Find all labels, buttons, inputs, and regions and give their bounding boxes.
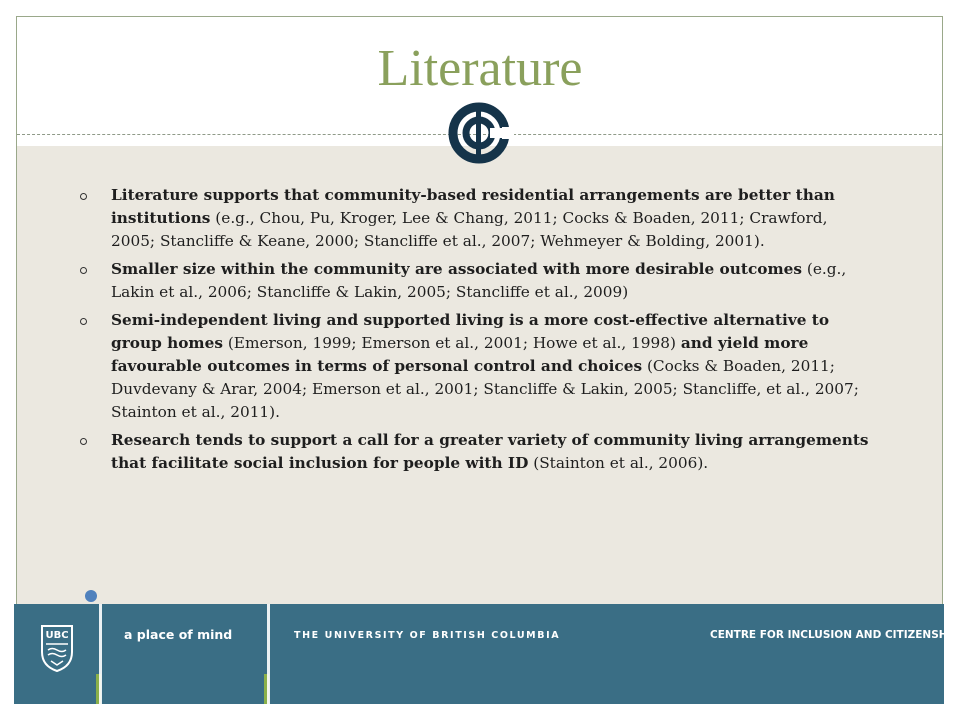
- footer-tagline: a place of mind: [124, 627, 233, 642]
- slide-title: Literature: [377, 40, 583, 97]
- bullet-marker-icon: [80, 267, 87, 274]
- bullet-citation-text: (e.g., Chou, Pu, Kroger, Lee & Chang, 2011; Cocks & Boaden, 2011; Crawford, 2005; Stancliffe & Keane, 2000; Stancliffe et al., 2007; Wehmeyer & Bolding, 2001).: [111, 209, 828, 250]
- bullet-marker-icon: [80, 318, 87, 325]
- bullet-citation-text: (e.g., Lakin et al., 2006; Stancliffe & Lakin, 2005; Stancliffe et al., 2009): [111, 260, 847, 301]
- bullet-item: [80, 309, 870, 424]
- footer-banner: [14, 604, 960, 704]
- bullet-bold-text: and yield more favourable outcomes in terms of personal control and choices: [111, 334, 809, 375]
- bullet-marker-icon: [80, 193, 87, 200]
- footer-divider: [99, 604, 102, 704]
- ubc-crest-icon: [40, 624, 74, 672]
- bullet-item: [80, 184, 870, 253]
- bullet-citation-text: (Stainton et al., 2006).: [528, 454, 709, 472]
- bullet-bold-text: Literature supports that community-based residential arrangements are better than institutions: [111, 186, 835, 227]
- bullet-citation-text: (Emerson, 1999; Emerson et al., 2001; Howe et al., 1998): [222, 334, 681, 352]
- bullet-citation-text: (Cocks & Boaden, 2011; Duvdevany & Arar, 2004; Emerson et al., 2001; Stancliffe & Lakin, 2005; Stancliffe, et al., 2007; Stainton et al., 2011).: [111, 357, 859, 421]
- crest-text: UBC: [45, 630, 69, 641]
- bullet-bold-text: Smaller size within the community are associated with more desirable outcomes: [111, 260, 802, 278]
- bullet-bold-text: Semi-independent living and supported living is a more cost-effective alternative to group homes: [111, 311, 830, 352]
- bullet-list: [80, 184, 870, 480]
- footer-centre: CENTRE FOR INCLUSION AND CITIZENSHIP: [710, 629, 960, 641]
- bullet-marker-icon: [80, 438, 87, 445]
- bullet-item: [80, 429, 870, 475]
- cic-logo-icon: [446, 100, 514, 166]
- bullet-item: [80, 258, 870, 304]
- bullet-bold-text: Research tends to support a call for a greater variety of community living arrangements that facilitate social inclusion for people with ID: [111, 431, 869, 472]
- footer-university: THE UNIVERSITY OF BRITISH COLUMBIA: [294, 630, 561, 641]
- footer-divider: [267, 604, 270, 704]
- decorative-dot: [85, 590, 97, 602]
